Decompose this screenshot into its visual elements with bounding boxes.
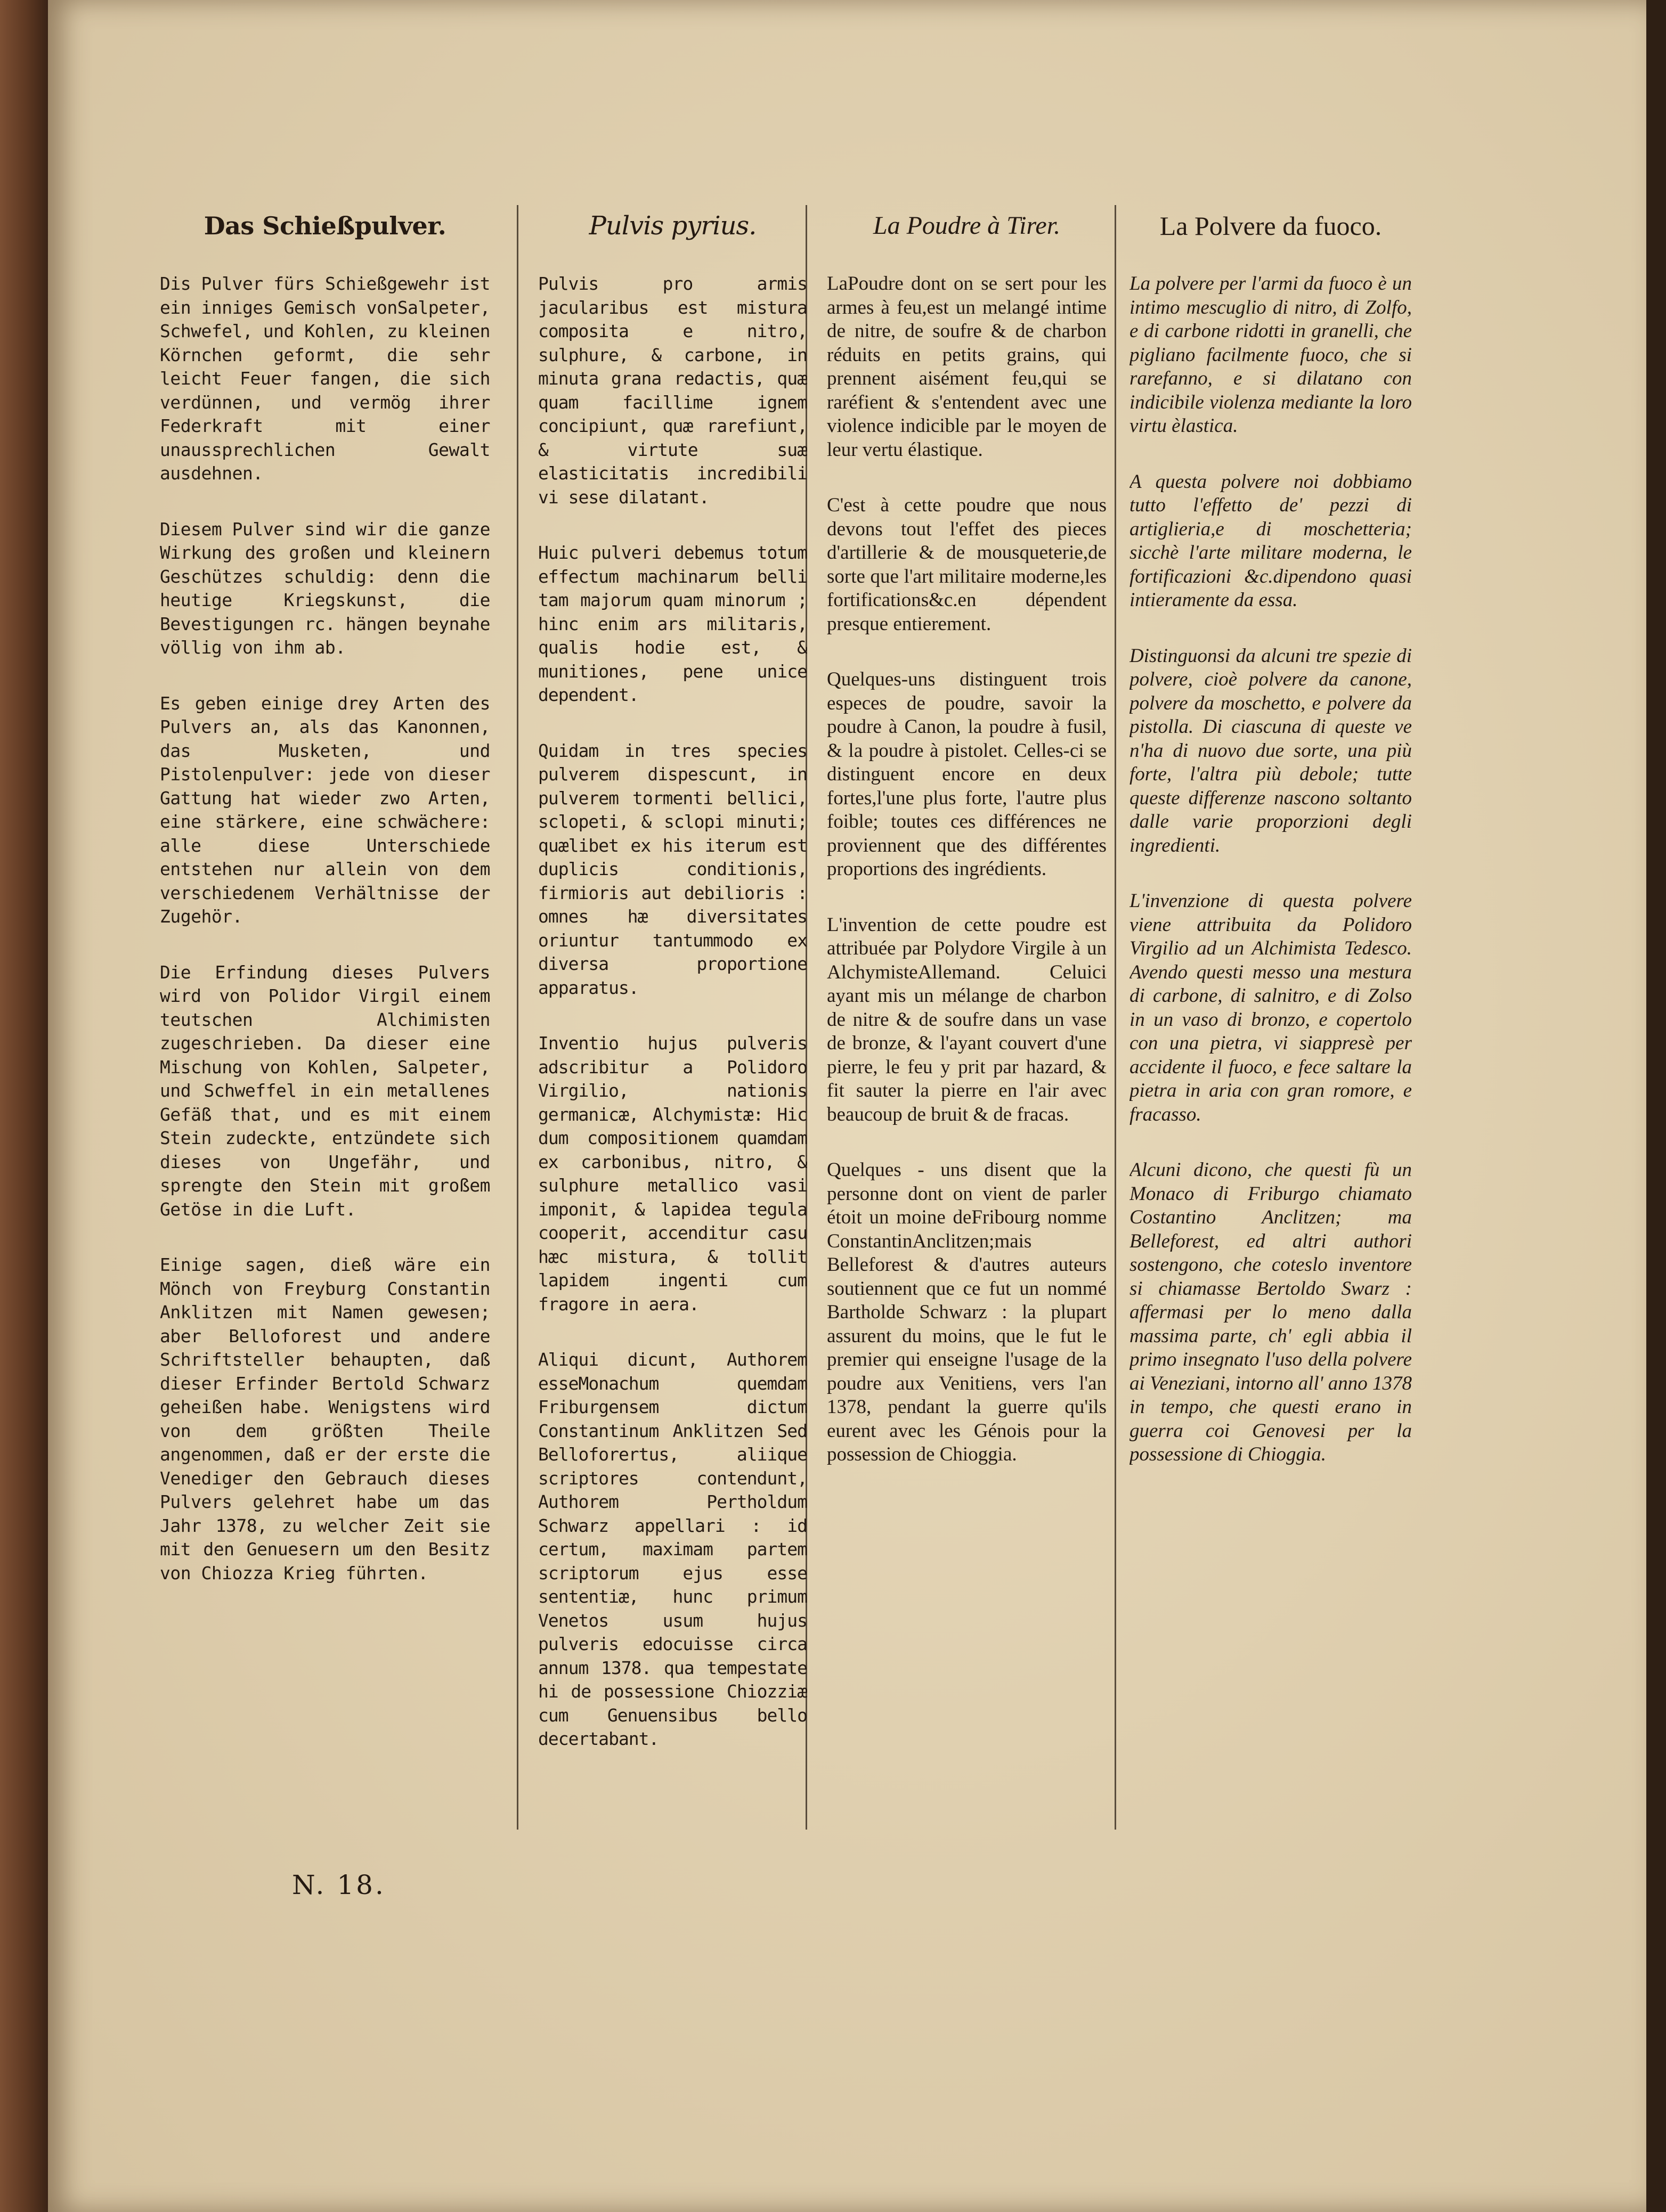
column-rule (517, 205, 518, 1830)
italian-paragraph: Alcuni dicono, che questi fù un Monaco di Friburgo chiamato Costantino Anclitzen; ma Belleforest, ed altri authori sostengono, che coteslo inventore si chiamasse Bertoldo Swarz : affermasi per lo meno dalla massima parte, ch' egli abbia il primo insegnato l'uso della polvere ai Veneziani, intorno all' anno 1378 in tempo, che questi erano in guerra coi Genovesi per la possessione di Chioggia. (1129, 1159, 1412, 1465)
latin-column (538, 210, 807, 1835)
latin-heading: Pulvis pyrius. (589, 211, 757, 241)
signature-mark: N. 18. (292, 1870, 386, 1900)
french-paragraph: C'est à cette poudre que nous devons tout l'effet des pieces d'artillerie & de mousqueterie,de sorte que l'art militaire moderne,les fortifications&c.en dépendent presque entierement. (827, 494, 1107, 635)
french-column (827, 210, 1107, 1835)
latin-paragraph: Huic pulveri debemus totum effectum machinarum belli tam majorum quam minorum ; hinc enim ars militaris, qualis hodie est, & munitiones, pene unice dependent. (538, 542, 807, 705)
italian-paragraph: L'invenzione di questa polvere viene attribuita da Polidoro Virgilio ad un Alchimista Tedesco. Avendo questi messo una mestura di carbone, di salnitro, e di Zolso in un vaso di bronzo, e copertolo con una pietra, vi siappresè per accidente il fuoco, e fece saltare la pietra in aria con gran romore, e fracasso. (1129, 890, 1412, 1125)
german-paragraph: Diesem Pulver sind wir die ganze Wirkung des großen und kleinern Geschützes schuldig: denn die heutige Kriegskunst, die Bevestigungen rc. hängen beynahe völlig von ihm ab. (160, 518, 490, 658)
german-paragraph: Die Erfindung dieses Pulvers wird von Polidor Virgil einem teutschen Alchimisten zugeschrieben. Da dieser eine Mischung von Kohlen, Salpeter, und Schweffel in ein metallenes Gefäß that, und es mit einem Stein zudeckte, entzündete sich dieses von Ungefähr, und sprengte den Stein mit großem Getöse in die Luft. (160, 961, 490, 1220)
german-heading: Das Schießpulver. (204, 211, 446, 240)
page-edge-shadow (1646, 0, 1666, 2212)
italian-column (1129, 210, 1412, 1835)
latin-paragraph: Aliqui dicunt, Authorem esseMonachum quemdam Friburgensem dictum Constantinum Anklitzen Sed Belloforertus, aliique scriptores contendunt, Authorem Pertholdum Schwarz appellari : id certum, maximam partem scriptorum ejus esse sententiæ, hunc primum Venetos usum hujus pulveris edocuisse circa annum 1378. qua tempestate hi de possessione Chiozziæ cum Genuensibus bello decertabant. (538, 1349, 807, 1749)
french-paragraph: L'invention de cette poudre est attribuée par Polydore Virgile à un AlchymisteAllemand. Celuici ayant mis un mélange de charbon de nitre & de soufre dans un vase de bronze, & l'ayant couvert d'une pierre, le feu y prit par hazard, & fit sauter la pierre en l'air avec beaucoup de bruit & de fracas. (827, 913, 1107, 1125)
french-heading: La Poudre à Tirer. (873, 211, 1061, 240)
french-paragraph: LaPoudre dont on se sert pour les armes à feu,est un melangé intime de nitre, de soufre & de charbon réduits en petits grains, qui prennent aisément feu,qui se raréfient & s'entendent avec une violence indicible par le moyen de leur vertu élastique. (827, 273, 1107, 461)
italian-paragraph: La polvere per l'armi da fuoco è un intimo mescuglio di nitro, di Zolfo, e di carbone ridotti in granelli, che pigliano facilmente fuoco, che si rarefanno, e si dilatano con indicibile violenza mediante la loro virtu èlastica. (1129, 273, 1412, 437)
italian-paragraph: Distinguonsi da alcuni tre spezie di polvere, cioè polvere da canone, polvere da moschetto, e polvere da pistolla. Di ciascuna di queste ve n'ha di nuovo due sorte, una più forte, l'altra più debole; tutte queste differenze nascono soltanto dalle varie proporzioni degli ingredienti. (1129, 644, 1412, 856)
german-paragraph: Dis Pulver fürs Schießgewehr ist ein inniges Gemisch vonSalpeter, Schwefel, und Kohlen, zu kleinen Körnchen geformt, die sehr leicht Feuer fangen, die sich verdünnen, und vermög ihrer Federkraft mit einer unaussprechlichen Gewalt ausdehnen. (160, 273, 490, 484)
column-rule (1115, 205, 1116, 1830)
latin-paragraph: Quidam in tres species pulverem dispescunt, in pulverem tormenti bellici, sclopeti, & sclopi minuti; quælibet ex his iterum est duplicis conditionis, firmioris aut debilioris : omnes hæ diversitates oriuntur tantummodo ex diversa proportione apparatus. (538, 740, 807, 998)
latin-paragraph: Pulvis pro armis jacularibus est mistura composita e nitro, sulphure, & carbone, in minuta grana redactis, quæ quam facillime ignem concipiunt, quæ rarefiunt, & virtute suæ elasticitatis incredibili vi sese dilatant. (538, 273, 807, 508)
italian-heading: La Polvere da fuoco. (1159, 211, 1382, 241)
book-binding (0, 0, 48, 2212)
german-column (160, 210, 490, 1835)
german-paragraph: Einige sagen, dieß wäre ein Mönch von Freyburg Constantin Anklitzen mit Namen gewesen; aber Belloforest und andere Schriftsteller behaupten, daß dieser Erfinder Bertold Schwarz geheißen habe. Wenigstens wird von dem größten Theile angenommen, daß er der erste die Venediger den Gebrauch dieses Pulvers gelehret habe um das Jahr 1378, zu welcher Zeit sie mit den Genuesern um den Besitz von Chiozza Krieg führten. (160, 1254, 490, 1584)
latin-paragraph: Inventio hujus pulveris adscribitur a Polidoro Virgilio, nationis germanicæ, Alchymistæ: Hic dum compositionem quamdam ex carbonibus, nitro, & sulphure metallico vasi imponit, & lapidea tegula cooperit, accenditur casu hæc mistura, & tollit lapidem ingenti cum fragore in aera. (538, 1033, 807, 1315)
french-paragraph: Quelques-uns distinguent trois especes de poudre, savoir la poudre à Canon, la poudre à fusil, & la poudre à pistolet. Celles-ci se distinguent encore en deux fortes,l'une plus forte, l'autre plus foible; toutes ces différences ne proviennent que des différentes proportions des ingrédients. (827, 668, 1107, 880)
italian-paragraph: A questa polvere noi dobbiamo tutto l'effetto de' pezzi di artiglieria,e di moschetteria; sicchè l'arte militare moderna, le fortificazioni &c.dipendono quasi intieramente da essa. (1129, 470, 1412, 611)
french-paragraph: Quelques - uns disent que la personne dont on vient de parler étoit un moine deFribourg nomme ConstantinAnclitzen;mais Belleforest & d'autres auteurs soutiennent que ce fut un nommé Bartholde Schwarz : la plupart assurent du moins, que le fut le premier qui enseigne l'usage de la poudre aux Venitiens, vers l'an 1378, pendant la guerre qu'ils eurent avec les Génois pour la possession de Chioggia. (827, 1159, 1107, 1465)
german-paragraph: Es geben einige drey Arten des Pulvers an, als das Kanonnen, das Musketen, und Pistolenpulver: jede von dieser Gattung hat wieder zwo Arten, eine stärkere, eine schwächere: alle diese Unterschiede entstehen nur allein von dem verschiedenem Verhältnisse der Zugehör. (160, 692, 490, 927)
